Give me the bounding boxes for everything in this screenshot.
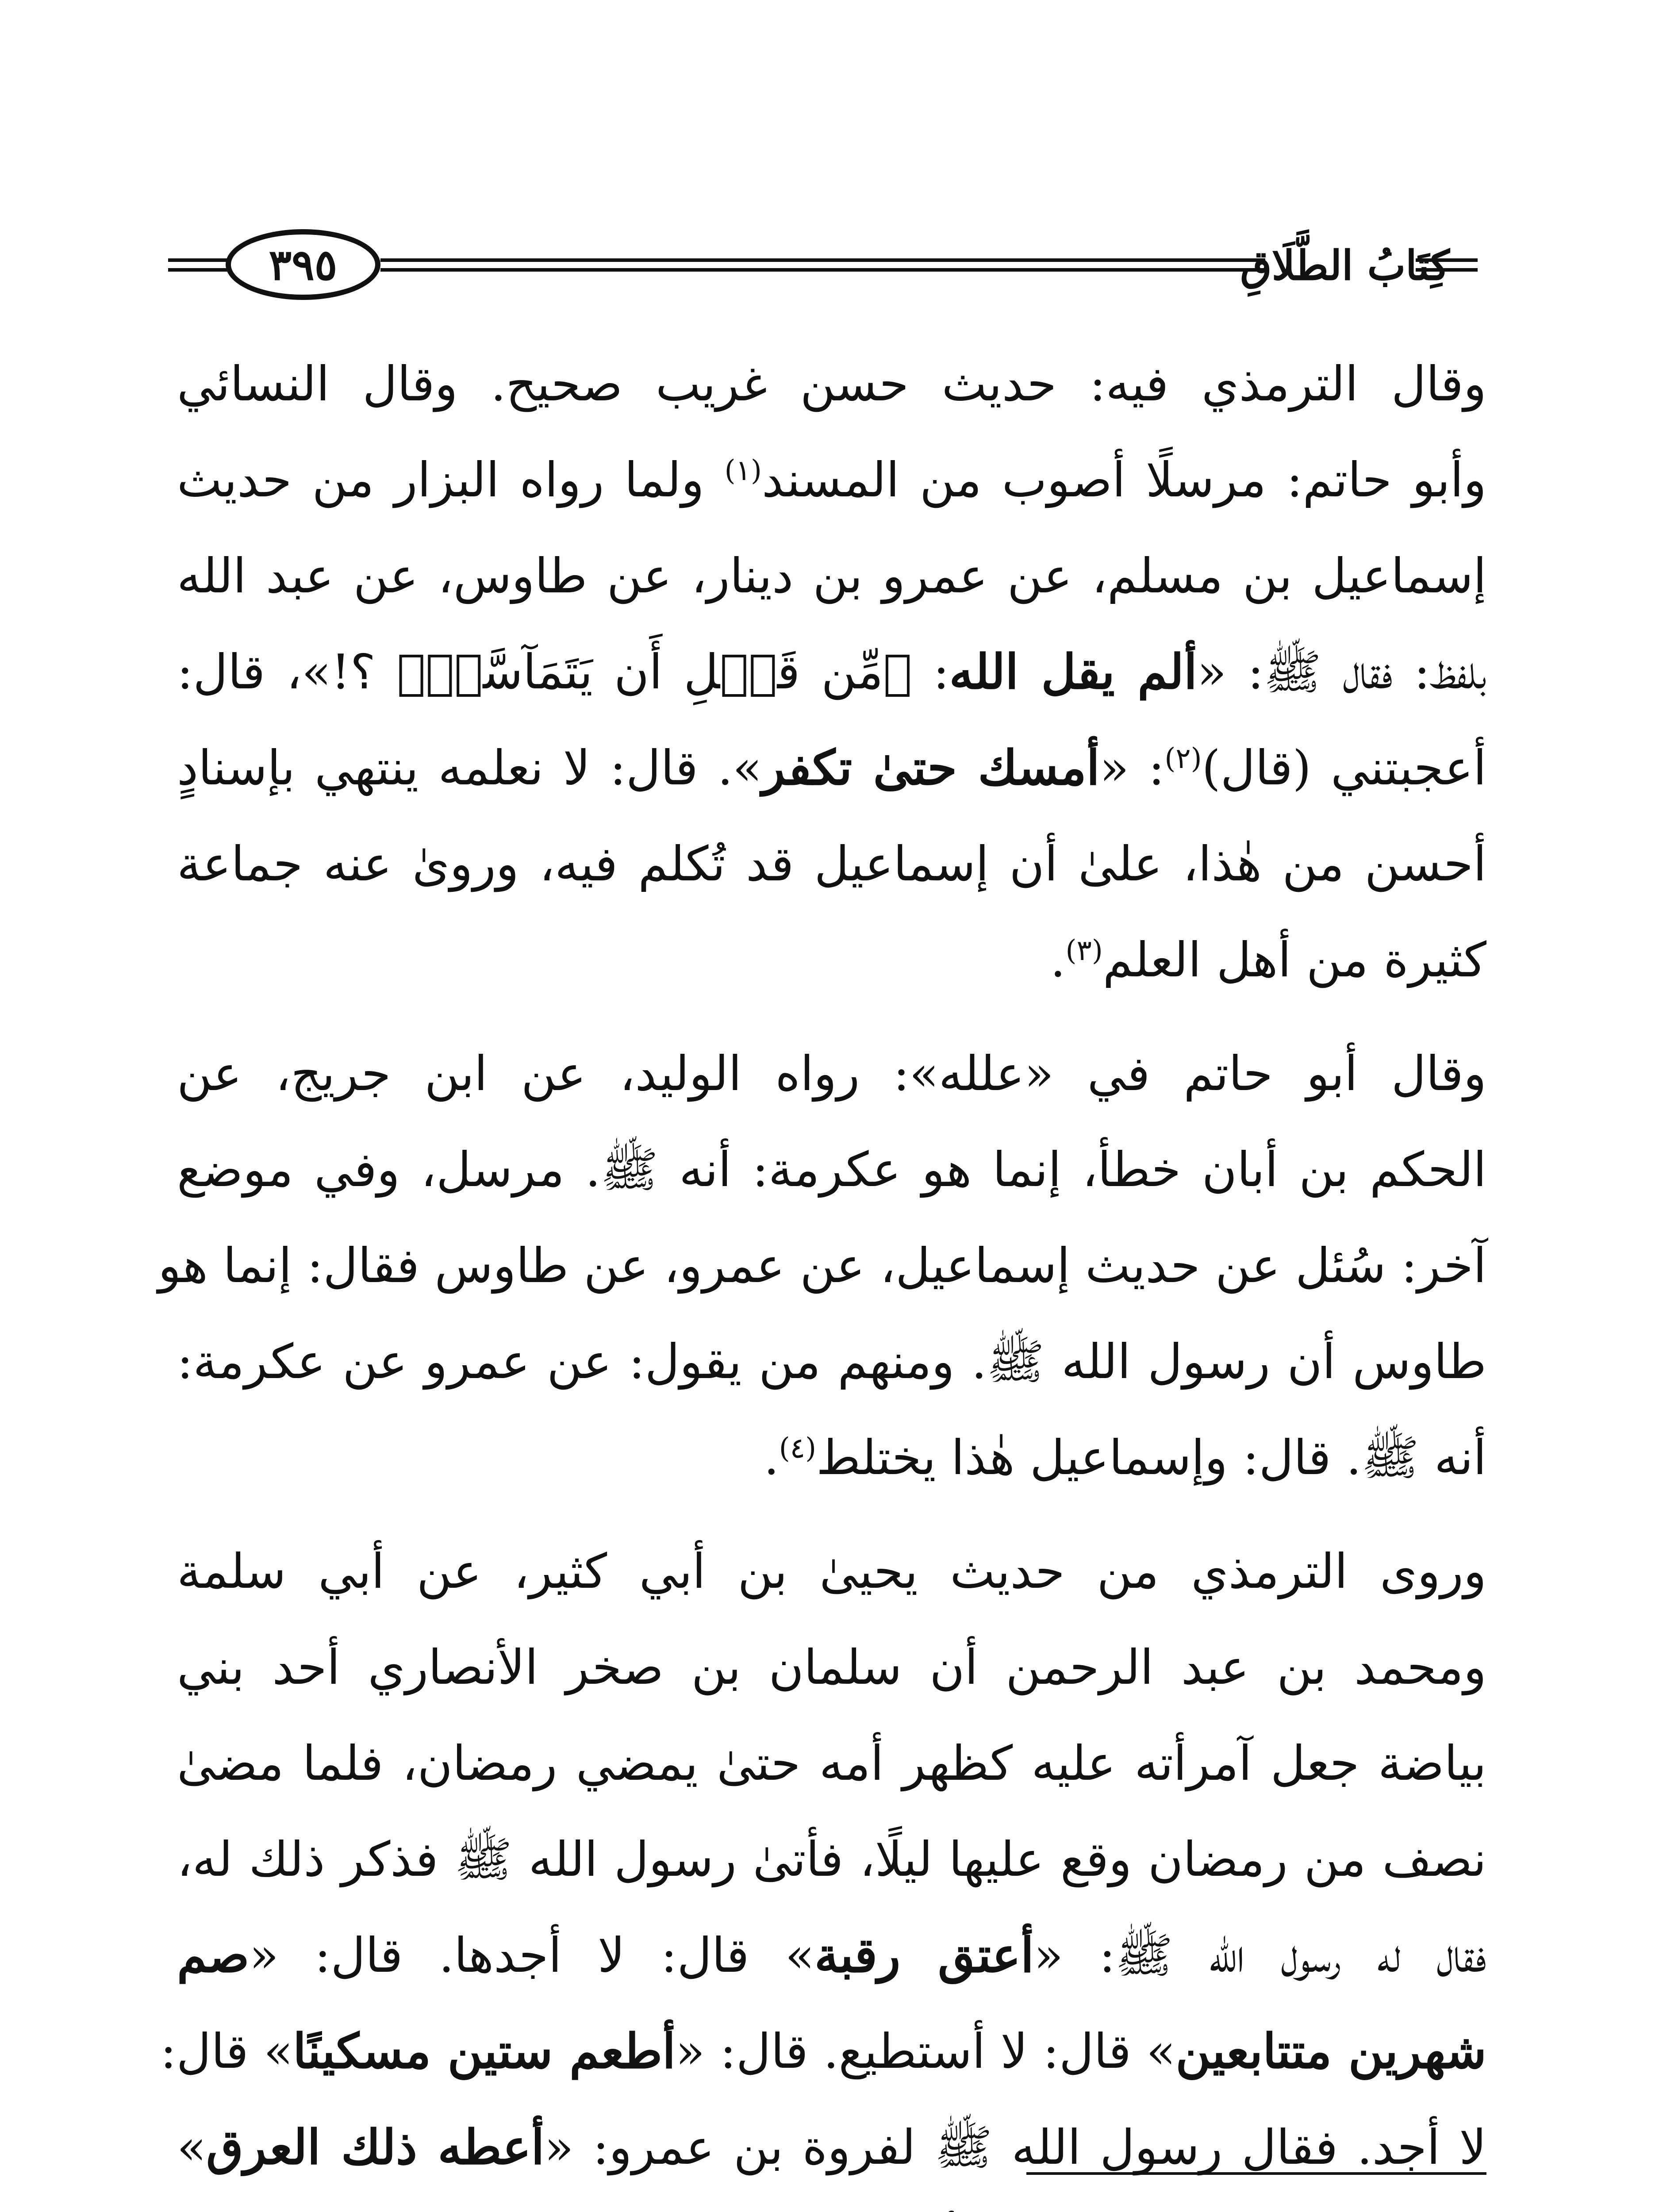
text-span: كثيرة من أهل العلم <box>1102 933 1486 988</box>
text-span: لا أجد. فقال رسول الله ﷺ لفروة بن عمرو: « <box>544 2120 1486 2175</box>
bold-quote: صم <box>177 1928 250 1983</box>
bold-quote: أطعم ستين مسكينًا <box>293 2024 676 2079</box>
footnote-ref-3[interactable]: (٣) <box>1065 934 1103 967</box>
bold-quote: أمسك حتىٰ تكفر <box>762 740 1100 796</box>
footnote-ref-1[interactable]: (١) <box>724 454 762 487</box>
text-span: وأبو حاتم: مرسلًا أصوب من المسند <box>761 453 1486 508</box>
text-span: أنه ﷺ. قال: وإسماعيل هٰذا يختلط <box>816 1430 1486 1486</box>
text-span: بلفظ: فقال ﷺ: « <box>1197 645 1486 700</box>
text-span: » قال: <box>160 2024 293 2079</box>
footnote-separator <box>1026 2172 1486 2175</box>
text-span: أحسن من هٰذا، علىٰ أن إسماعيل قد تُكلم فيه، وروىٰ عنه جماعة <box>177 837 1486 892</box>
running-title: كِتَابُ الطَّلَاقِ <box>1240 242 1450 289</box>
main-text <box>158 336 1486 2196</box>
text-line <box>177 1122 1486 1218</box>
footnote-1 <box>177 2203 1486 2212</box>
text-line <box>177 1410 1486 1506</box>
text-line <box>177 2100 1486 2196</box>
text-span: إسماعيل بن مسلم، عن عمرو بن دينار، عن طاوس، عن عبد الله <box>177 549 1486 604</box>
text-line <box>177 1716 1486 1812</box>
text-span: . <box>1050 933 1066 988</box>
text-line <box>177 1812 1486 1908</box>
text-line <box>177 1314 1486 1410</box>
footnote-ref-4[interactable]: (٤) <box>779 1432 817 1465</box>
text-line <box>177 624 1486 720</box>
paragraph-1 <box>177 336 1486 1008</box>
text-line <box>177 336 1486 432</box>
text-span: وقال الترمذي فيه: حديث حسن غريب صحيح. وقال النسائي <box>177 357 1486 412</box>
text-span: أعجبتني (قال) <box>1202 741 1486 796</box>
paragraph-2 <box>158 1026 1486 1506</box>
bold-quote: ألم يقل الله <box>949 644 1198 700</box>
text-span: » قال: لا أستطيع. قال: « <box>676 2024 1176 2079</box>
text-span: » <box>177 2120 207 2175</box>
text-line <box>177 432 1486 528</box>
footnotes <box>177 2203 1486 2212</box>
text-line <box>177 1620 1486 1716</box>
text-span: ومحمد بن عبد الرحمن أن سلمان بن صخر الأنصاري أحد بني <box>177 1640 1486 1695</box>
text-span: : « <box>1099 741 1165 796</box>
text-line <box>158 1218 1486 1314</box>
text-span: » قال: لا أجدها. قال: « <box>249 1928 814 1983</box>
text-line <box>177 1908 1486 2004</box>
text-span: ». قال: لا نعلمه ينتهي بإسنادٍ <box>177 741 762 796</box>
text-span: آخر: سُئل عن حديث إسماعيل، عن عمرو، عن طاوس فقال: إنما هو <box>158 1238 1486 1294</box>
page-number: ٣٩٥ <box>226 229 380 300</box>
bold-quote: شهرين متتابعين <box>1175 2024 1486 2079</box>
bold-quote: أعتق رقبة <box>814 1928 1034 1983</box>
page-header <box>168 221 1478 310</box>
text-span: الحكم بن أبان خطأ، إنما هو عكرمة: أنه ﷺ. مرسل، وفي موضع <box>177 1142 1486 1198</box>
text-line <box>160 2004 1486 2100</box>
text-line <box>177 816 1486 912</box>
text-line <box>177 720 1486 816</box>
text-line <box>177 912 1486 1008</box>
quran-verse: : ﴿مِّن قَبۡلِ أَن يَتَمَآسَّاۚ﴾ ؟!»، قال: <box>177 645 949 700</box>
text-span: فقال له رسول الله ﷺ: « <box>1034 1928 1486 1983</box>
header-rule-right <box>1416 258 1478 272</box>
text-line <box>177 1524 1486 1620</box>
header-rule-middle <box>380 258 1265 272</box>
text-line <box>177 528 1486 624</box>
header-rule-left <box>168 258 230 272</box>
text-span: وقال أبو حاتم في «علله»: رواه الوليد، عن ابن جريج، عن <box>177 1046 1486 1102</box>
text-span: وروى الترمذي من حديث يحيىٰ بن أبي كثير، عن أبي سلمة <box>177 1544 1486 1599</box>
text-span: طاوس أن رسول الله ﷺ. ومنهم من يقول: عن عمرو عن عكرمة: <box>177 1334 1486 1390</box>
text-span: بياضة جعل آمرأته عليه كظهر أمه حتىٰ يمضي رمضان، فلما مضىٰ <box>177 1736 1486 1791</box>
footnote-marker <box>1420 2203 1486 2212</box>
paragraph-3 <box>160 1524 1486 2196</box>
text-span: نصف من رمضان وقع عليها ليلًا، فأتىٰ رسول الله ﷺ فذكر ذلك له، <box>177 1832 1486 1887</box>
text-span: ولما رواه البزار من حديث <box>177 453 725 508</box>
text-span: . <box>764 1430 779 1486</box>
footnote-ref-2[interactable]: (٢) <box>1164 742 1202 775</box>
footnote-text <box>177 2203 1420 2212</box>
bold-quote: أعطه ذلك العرق <box>206 2120 545 2175</box>
text-line <box>177 1026 1486 1122</box>
